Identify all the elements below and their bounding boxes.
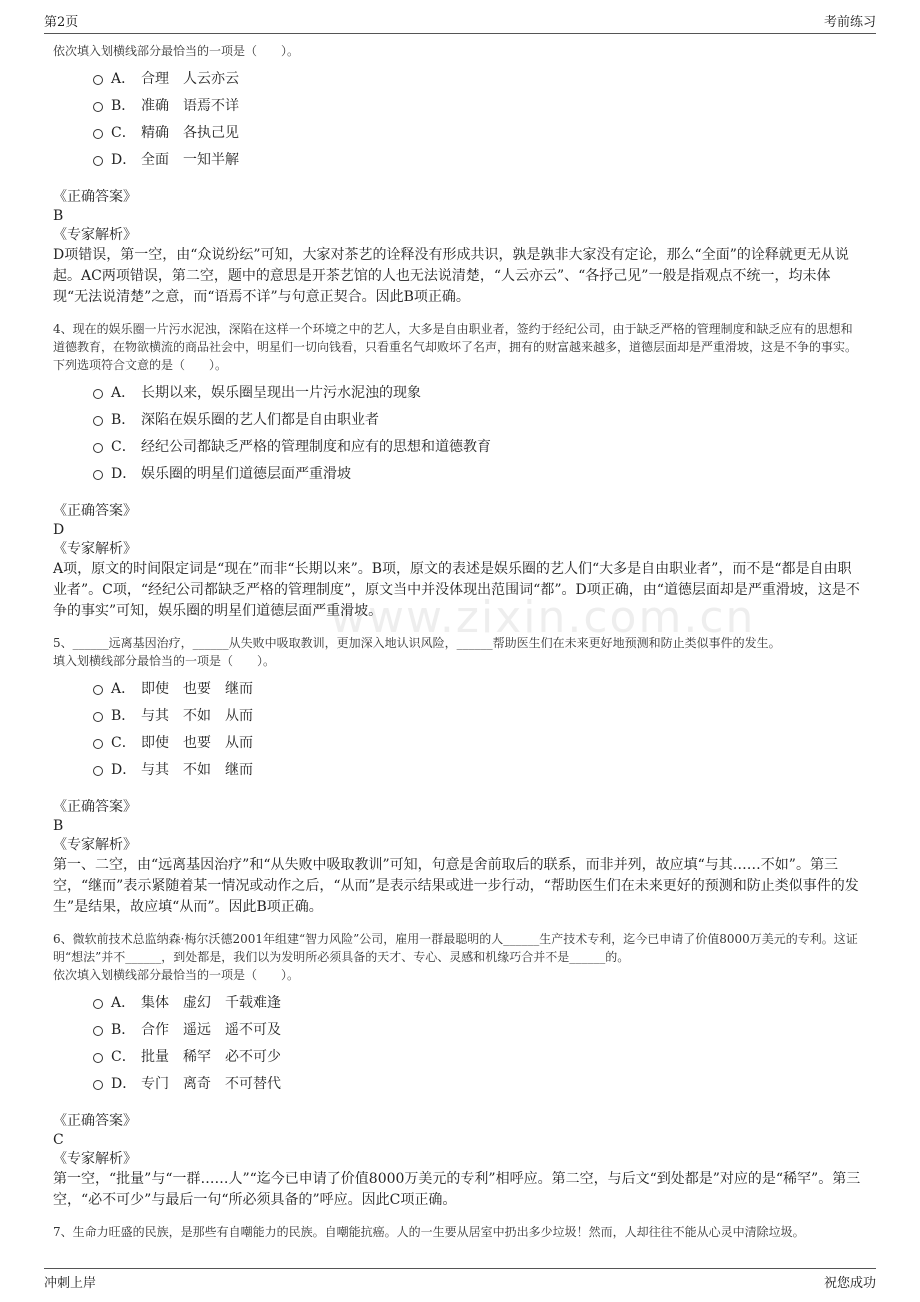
option-b[interactable]: B． 合作 遥远 遥不可及 [93,1015,863,1042]
question-prompt: 依次填入划横线部分最恰当的一项是（ ）。 [53,968,300,982]
option-b[interactable]: B． 与其 不如 从而 [93,701,863,728]
question-prompt: 下列选项符合文意的是（ ）。 [53,358,228,372]
page-header [44,8,876,34]
question-text: 4、现在的娱乐圈一片污水泥浊，深陷在这样一个环境之中的艺人，大多是自由职业者，签约于经纪公司，由于缺乏严格的管理制度和缺乏应有的思想和道德教育，在物欲横流的商品社会中，明星们一切向钱看，只看重名气却败坏了名声，拥有的财富越来越多，道德层面却是严重滑坡，这是不争的事实。 [53,322,858,354]
radio-icon[interactable] [93,766,103,776]
radio-icon[interactable] [93,156,103,166]
radio-icon[interactable] [93,443,103,453]
analysis-text: 第一、二空，由“远离基因治疗”和“从失败中吸取教训”可知，句意是舍前取后的联系，而非并列，故应填“与其……不如”。第三空，“继而”表示紧随着某一情况或动作之后，“从而”是表示结果或进一步行动，“帮助医生们在未来更好的预测和防止类似事件的发生”是结果，故应填“从而”。因此B项正确。 [53,857,859,915]
watermark: www.zixin.com.cn [330,592,756,643]
answer-value: D [53,522,65,538]
question-4 [53,320,863,622]
option-a[interactable]: A． 长期以来，娱乐圈呈现出一片污水泥浊的现象 [93,378,863,405]
answer-value: B [53,208,64,224]
answer-value: B [53,818,64,834]
options-list [93,64,863,172]
answer-value: C [53,1132,64,1148]
radio-icon[interactable] [93,1080,103,1090]
page-number: 第2页 [44,15,79,30]
radio-icon[interactable] [93,389,103,399]
option-c[interactable]: C． 精确 各执己见 [93,118,863,145]
option-b[interactable]: B． 准确 语焉不详 [93,91,863,118]
option-d[interactable]: D． 娱乐圈的明星们道德层面严重滑坡 [93,459,863,486]
page-footer [44,1268,876,1294]
option-a[interactable]: A． 即使 也要 继而 [93,674,863,701]
analysis-text: 第一空，“批量”与“一群……人”“迄今已申请了价值8000万美元的专利”相呼应。第二空，与后文“到处都是”对应的是“稀罕”。第三空，“必不可少”与最后一句“所必须具备的”呼应。因此C项正确。 [53,1171,861,1208]
option-c[interactable]: C． 经纪公司都缺乏严格的管理制度和应有的思想和道德教育 [93,432,863,459]
question-prompt: 依次填入划横线部分最恰当的一项是（ ）。 [53,44,300,58]
analysis-label: 《专家解析》 [53,1151,137,1167]
question-text: 5、______远离基因治疗，______从失败中吸取教训，更加深入地认识风险，______帮助医生们在未来更好地预测和防止类似事件的发生。 [53,636,781,650]
header-title: 考前练习 [823,15,876,30]
analysis-label: 《专家解析》 [53,837,137,853]
page-content [53,42,863,1241]
radio-icon[interactable] [93,75,103,85]
options-list [93,378,863,486]
option-c[interactable]: C． 即使 也要 从而 [93,728,863,755]
radio-icon[interactable] [93,1053,103,1063]
answer-label: 《正确答案》 [53,799,137,815]
question-7 [53,1223,863,1241]
answer-label: 《正确答案》 [53,503,137,519]
footer-right: 祝您成功 [823,1276,876,1291]
question-text: 6、微软前技术总监纳森·梅尔沃德2001年组建“智力风险”公司，雇用一群最聪明的人______生产技术专利，迄今已申请了价值8000万美元的专利。这证明“想法”并不______，到处都是，我们以为发明所必须具备的天才、专心、灵感和机缘巧合并不是______的。 [53,932,858,964]
analysis-label: 《专家解析》 [53,227,137,243]
radio-icon[interactable] [93,129,103,139]
question-6 [53,930,863,1211]
radio-icon[interactable] [93,999,103,1009]
analysis-label: 《专家解析》 [53,541,137,557]
answer-label: 《正确答案》 [53,1113,137,1129]
option-d[interactable]: D． 与其 不如 继而 [93,755,863,782]
question-3 [53,42,863,308]
radio-icon[interactable] [93,416,103,426]
radio-icon[interactable] [93,470,103,480]
option-c[interactable]: C． 批量 稀罕 必不可少 [93,1042,863,1069]
question-text: 7、生命力旺盛的民族，是那些有自嘲能力的民族。自嘲能抗癌。人的一生要从居室中扔出多少垃圾！然而，人却往往不能从心灵中清除垃圾。 [53,1225,805,1239]
question-5 [53,634,863,918]
analysis-text: D项错误，第一空，由“众说纷纭”可知，大家对茶艺的诠释没有形成共识，孰是孰非大家没有定论，那么“全面”的诠释就更无从说起。AC两项错误，第二空，题中的意思是开茶艺馆的人也无法说清楚，“人云亦云”、“各抒己见”一般是指观点不统一，均未体现“无法说清楚”之意，而“语焉不详”与句意正契合。因此B项正确。 [53,247,849,305]
option-d[interactable]: D． 全面 一知半解 [93,145,863,172]
option-b[interactable]: B． 深陷在娱乐圈的艺人们都是自由职业者 [93,405,863,432]
radio-icon[interactable] [93,102,103,112]
option-a[interactable]: A． 集体 虚幻 千载难逢 [93,988,863,1015]
options-list [93,674,863,782]
answer-label: 《正确答案》 [53,189,137,205]
options-list [93,988,863,1096]
option-a[interactable]: A． 合理 人云亦云 [93,64,863,91]
radio-icon[interactable] [93,712,103,722]
question-prompt: 填入划横线部分最恰当的一项是（ ）。 [53,654,276,668]
analysis-text: A项，原文的时间限定词是“现在”而非“长期以来”。B项，原文的表述是娱乐圈的艺人们“大多是自由职业者”，而不是“都是自由职业者”。C项，“经纪公司都缺乏严格的管理制度”，原文当中并没体现出范围词“都”。D项正确，由“道德层面却是严重滑坡，这是不争的事实”可知，娱乐圈的明星们道德层面严重滑坡。 [53,561,860,619]
option-d[interactable]: D． 专门 离奇 不可替代 [93,1069,863,1096]
radio-icon[interactable] [93,739,103,749]
radio-icon[interactable] [93,685,103,695]
footer-left: 冲刺上岸 [44,1276,97,1291]
radio-icon[interactable] [93,1026,103,1036]
